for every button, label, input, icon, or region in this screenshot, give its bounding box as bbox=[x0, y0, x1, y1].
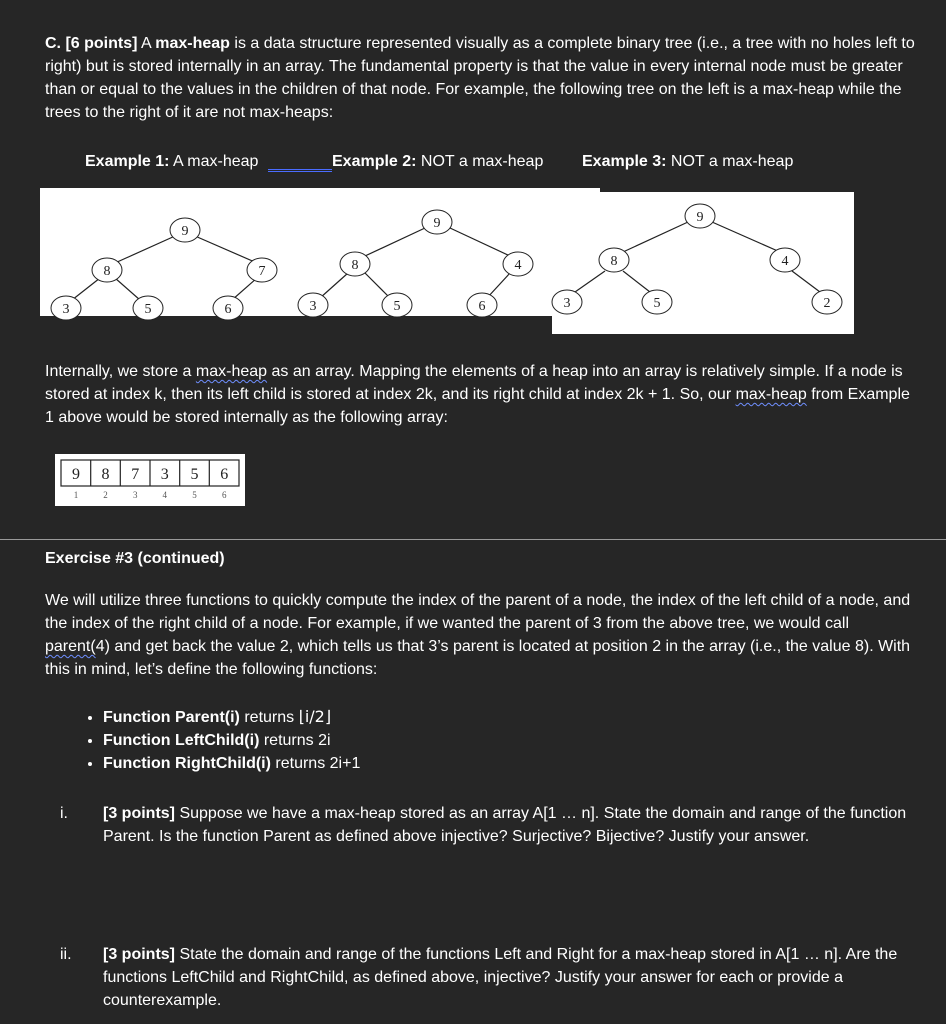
tree1-node-rl bbox=[213, 296, 243, 320]
svg-text:9: 9 bbox=[181, 224, 189, 239]
array-index: 1 bbox=[73, 490, 79, 500]
intro-pre: A bbox=[137, 35, 156, 52]
question-1-number: i. bbox=[60, 805, 68, 822]
heap-array-figure bbox=[55, 454, 245, 506]
svg-text:6: 6 bbox=[224, 302, 232, 317]
intro-text: is a data structure represented visually as a complete binary tree (i.e., a tree with no holes left to right) but is stored internally in an array. The fundamental property is that the value in every internal node must be greater than or equal to the values in the children of that node. For example, the following tree on the left is a max-heap while the trees to the right of it are not max-heaps: bbox=[45, 35, 915, 121]
svg-text:5: 5 bbox=[144, 302, 152, 317]
array-cell: 7 bbox=[131, 466, 140, 483]
svg-text:9: 9 bbox=[433, 216, 441, 231]
tree3-node-root bbox=[685, 204, 715, 228]
tree1-node-ll bbox=[51, 296, 81, 320]
tree1-node-left bbox=[92, 258, 122, 282]
array-index: 5 bbox=[192, 490, 197, 500]
array-cell: 6 bbox=[220, 466, 229, 483]
svg-text:7: 7 bbox=[258, 264, 266, 279]
function-list bbox=[45, 705, 903, 775]
array-paragraph: Internally, we store a max-heap as an array. Mapping the elements of a heap into an array is relatively simple. If a node is stored at index k, then its left child is stored at index 2k, and its right child at index 2k + 1. So, our max-heap from Example 1 above would be stored internally as the following array: bbox=[45, 363, 910, 426]
svg-text:8: 8 bbox=[610, 254, 618, 269]
example-2-caption: Example 2: NOT a max-heap bbox=[332, 153, 544, 170]
array-cell: 8 bbox=[101, 466, 110, 483]
tree2-node-rl bbox=[467, 293, 497, 317]
tree3-node-ll bbox=[552, 290, 582, 314]
svg-text:4: 4 bbox=[514, 258, 522, 273]
exercise-title: Exercise #3 (continued) bbox=[45, 550, 225, 567]
svg-text:2: 2 bbox=[823, 296, 831, 311]
example-1-caption: Example 1: A max-heap bbox=[85, 153, 259, 170]
tree2-node-root bbox=[422, 210, 452, 234]
intro-term: max-heap bbox=[155, 35, 230, 52]
tree3-node-rr bbox=[812, 290, 842, 314]
tree2-node-ll bbox=[298, 293, 328, 317]
function-item-parent: • Function Parent(i) returns ⌊i/2⌋ bbox=[103, 705, 903, 729]
example-3-caption: Example 3: NOT a max-heap bbox=[582, 153, 794, 170]
array-cell: 3 bbox=[160, 466, 169, 483]
array-cell: 5 bbox=[190, 466, 199, 483]
array-term-2: max-heap bbox=[735, 386, 807, 403]
array-cell: 9 bbox=[72, 466, 80, 483]
svg-text:5: 5 bbox=[653, 296, 661, 311]
tree1-node-lr bbox=[133, 296, 163, 320]
intro-label: C. [6 points] bbox=[45, 35, 138, 52]
array-index: 6 bbox=[221, 490, 227, 500]
array-index: 3 bbox=[132, 490, 138, 500]
parent-call: parent( bbox=[45, 638, 96, 655]
tree2-node-left bbox=[340, 252, 370, 276]
svg-text:8: 8 bbox=[103, 264, 111, 279]
function-item-leftchild: • Function LeftChild(i) returns 2i bbox=[103, 729, 903, 752]
tree2-node-right bbox=[503, 252, 533, 276]
svg-text:9: 9 bbox=[696, 210, 704, 225]
svg-text:6: 6 bbox=[478, 299, 486, 314]
tree3-node-left bbox=[599, 248, 629, 272]
heap-tree-figures bbox=[40, 188, 860, 338]
question-2-number: ii. bbox=[60, 946, 72, 963]
svg-text:3: 3 bbox=[563, 296, 571, 311]
tree1-node-right bbox=[247, 258, 277, 282]
tree3-node-lr bbox=[642, 290, 672, 314]
svg-text:5: 5 bbox=[393, 299, 401, 314]
function-item-rightchild: • Function RightChild(i) returns 2i+1 bbox=[103, 752, 903, 775]
svg-text:4: 4 bbox=[781, 254, 789, 269]
svg-text:3: 3 bbox=[309, 299, 317, 314]
array-index: 2 bbox=[103, 490, 108, 500]
tree3-node-right bbox=[770, 248, 800, 272]
array-index: 4 bbox=[162, 490, 168, 500]
tree1-node-root bbox=[170, 218, 200, 242]
example-captions bbox=[0, 150, 946, 174]
svg-text:8: 8 bbox=[351, 258, 359, 273]
svg-text:3: 3 bbox=[62, 302, 70, 317]
section-divider bbox=[0, 539, 946, 540]
functions-paragraph: We will utilize three functions to quickly compute the index of the parent of a node, the index of the left child of a node, and the index of the right child of a node. For example, if we wanted the parent of 3 from the above tree, we would call parent(4) and get back the value 2, which tells us that 3’s parent is located at position 2 in the array (i.e., the value 8). With this in mind, let’s define the following functions: bbox=[45, 592, 911, 678]
tree2-node-lr bbox=[382, 293, 412, 317]
question-1-text: [3 points] Suppose we have a max-heap stored as an array A[1 … n]. State the domain and range of the function Parent. Is the function Parent as defined above injective? Surjective? Bijective? Justify your answer. bbox=[103, 805, 907, 845]
example-divider-line bbox=[268, 169, 332, 172]
question-2-text: [3 points] State the domain and range of the functions Left and Right for a max-heap stored in A[1 … n]. Are the functions LeftChild and RightChild, as defined above, injective? Justify your answer for each or provide a counterexample. bbox=[103, 946, 898, 1009]
intro-paragraph bbox=[45, 32, 915, 124]
array-term-1: max-heap bbox=[195, 363, 268, 380]
